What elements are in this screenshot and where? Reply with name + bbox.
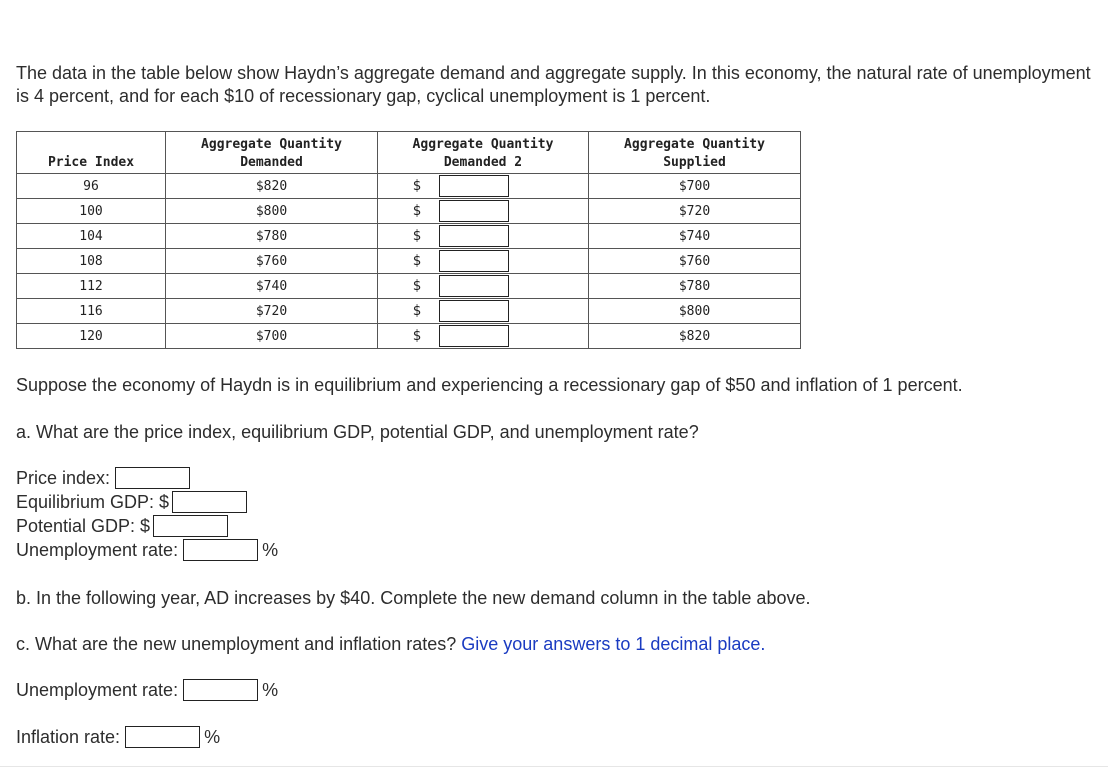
supplied-cell: $760: [589, 249, 801, 274]
price-index-cell: 96: [17, 174, 166, 199]
price-index-row: [16, 467, 190, 489]
question-a: a. What are the price index, equilibrium GDP, potential GDP, and unemployment rate?: [16, 422, 699, 442]
table-row: [17, 249, 801, 274]
table-row: [17, 324, 801, 349]
table-row: [17, 199, 801, 224]
question-c-hint: Give your answers to 1 decimal place.: [461, 634, 766, 654]
supplied-cell: $740: [589, 224, 801, 249]
potential-gdp-label: Potential GDP: $: [16, 516, 151, 536]
price-index-cell: 104: [17, 224, 166, 249]
unemployment-rate-a-label: Unemployment rate:: [16, 540, 179, 560]
potential-gdp-input[interactable]: [153, 515, 228, 537]
question-c: [16, 633, 765, 655]
dollar-sign: $: [412, 303, 421, 319]
dollar-sign: $: [412, 203, 421, 219]
demanded-cell: $740: [166, 274, 378, 299]
price-index-cell: 120: [17, 324, 166, 349]
table-row: [17, 299, 801, 324]
unemployment-rate-c-input[interactable]: [183, 679, 258, 701]
demanded-2-cell: [378, 249, 589, 274]
demanded-2-cell: [378, 324, 589, 349]
supplied-cell: $820: [589, 324, 801, 349]
price-index-label: Price index:: [16, 468, 111, 488]
ad-as-table: [16, 131, 801, 349]
dollar-sign: $: [412, 178, 421, 194]
demanded-2-input[interactable]: [439, 225, 509, 247]
dollar-sign: $: [412, 328, 421, 344]
demanded-2-cell: [378, 299, 589, 324]
header-demanded-2: Aggregate Quantity Demanded 2: [378, 132, 589, 174]
percent-sign: %: [262, 540, 279, 560]
demanded-2-input[interactable]: [439, 200, 509, 222]
demanded-2-input[interactable]: [439, 300, 509, 322]
demanded-cell: $780: [166, 224, 378, 249]
percent-sign: %: [262, 680, 279, 700]
table-row: [17, 274, 801, 299]
demanded-2-cell: [378, 174, 589, 199]
price-index-cell: 112: [17, 274, 166, 299]
supplied-cell: $720: [589, 199, 801, 224]
supplied-cell: $780: [589, 274, 801, 299]
percent-sign: %: [204, 727, 221, 747]
unemployment-rate-a-input[interactable]: [183, 539, 258, 561]
supplied-cell: $700: [589, 174, 801, 199]
equilibrium-gdp-label: Equilibrium GDP: $: [16, 492, 170, 512]
inflation-rate-label: Inflation rate:: [16, 727, 121, 747]
question-b: b. In the following year, AD increases by $40. Complete the new demand column in the table above.: [16, 588, 811, 608]
demanded-2-cell: [378, 224, 589, 249]
equilibrium-gdp-input[interactable]: [172, 491, 247, 513]
header-supplied: Aggregate Quantity Supplied: [589, 132, 801, 174]
question-c-text: c. What are the new unemployment and inflation rates?: [16, 634, 457, 654]
demanded-cell: $820: [166, 174, 378, 199]
demanded-2-input[interactable]: [439, 250, 509, 272]
demanded-2-cell: [378, 274, 589, 299]
price-index-cell: 116: [17, 299, 166, 324]
demanded-cell: $800: [166, 199, 378, 224]
unemployment-rate-c-row: [16, 679, 278, 701]
header-demanded: Aggregate Quantity Demanded: [166, 132, 378, 174]
intro-text: The data in the table below show Haydn’s aggregate demand and aggregate supply. In this economy, the natural rate of unemployment is 4 percent, and for each $10 of recessionary gap, cyclical unemployment is 1 percent.: [16, 63, 1091, 106]
unemployment-rate-a-row: [16, 539, 278, 561]
demanded-cell: $760: [166, 249, 378, 274]
inflation-rate-input[interactable]: [125, 726, 200, 748]
demanded-2-input[interactable]: [439, 175, 509, 197]
dollar-sign: $: [412, 228, 421, 244]
table-row: [17, 174, 801, 199]
dollar-sign: $: [412, 253, 421, 269]
bottom-divider: [0, 766, 1108, 767]
demanded-cell: $700: [166, 324, 378, 349]
price-index-input[interactable]: [115, 467, 190, 489]
unemployment-rate-c-label: Unemployment rate:: [16, 680, 179, 700]
demanded-cell: $720: [166, 299, 378, 324]
demanded-2-input[interactable]: [439, 275, 509, 297]
table-header-row: [17, 132, 801, 174]
dollar-sign: $: [412, 278, 421, 294]
price-index-cell: 100: [17, 199, 166, 224]
inflation-rate-row: [16, 726, 220, 748]
potential-gdp-row: [16, 515, 228, 537]
header-price-index: Price Index: [17, 132, 166, 174]
supplied-cell: $800: [589, 299, 801, 324]
table-row: [17, 224, 801, 249]
demanded-2-input[interactable]: [439, 325, 509, 347]
demanded-2-cell: [378, 199, 589, 224]
scenario-text: Suppose the economy of Haydn is in equilibrium and experiencing a recessionary gap of $50 and inflation of 1 percent.: [16, 375, 963, 395]
equilibrium-gdp-row: [16, 491, 247, 513]
price-index-cell: 108: [17, 249, 166, 274]
